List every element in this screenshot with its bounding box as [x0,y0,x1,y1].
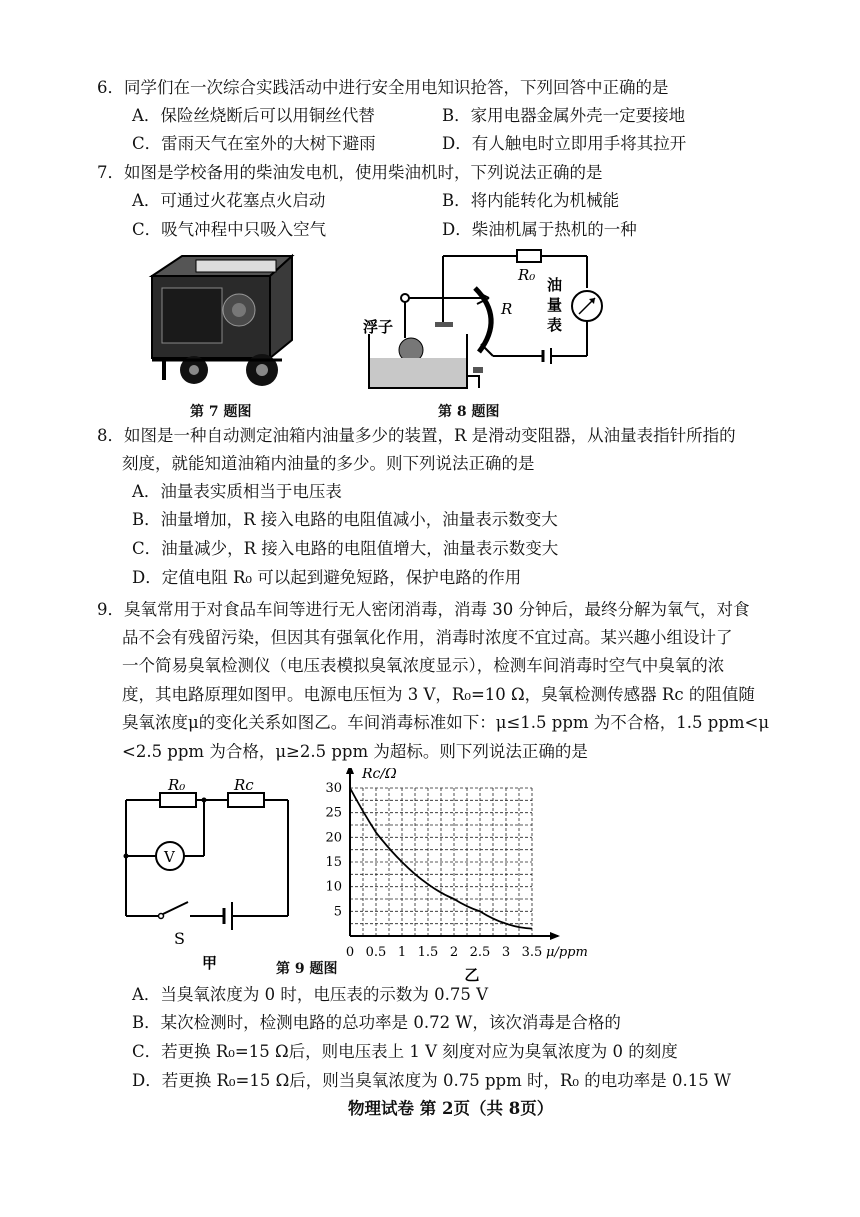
q8-option-b: B．油量增加，R 接入电路的电阻值减小，油量表示数变大 [132,510,558,529]
y-axis-label: Rc/Ω [362,768,397,782]
jia-label: 甲 [202,954,218,970]
q9-line-2: 品不会有残留污染，但因其有强氧化作用，消毒时浓度不宜过高。某兴趣小组设计了 [122,628,733,647]
q6-stem: 6．同学们在一次综合实践活动中进行安全用电知识抢答，下列回答中正确的是 [97,78,669,97]
r0-resistor [517,250,541,262]
q9-line-1: 9．臭氧常用于对食品车间等进行无人密闭消毒，消毒 30 分钟后，最终分解为氧气，对食 [97,600,750,619]
q9-option-d: D．若更换 R₀=15 Ω后，则当臭氧浓度为 0.75 ppm 时，R₀ 的电功率是 0.15 W [132,1071,731,1090]
fig9-circuit [118,770,318,970]
q8-stem-1: 8．如图是一种自动测定油箱内油量多少的装置，R 是滑动变阻器，从油量表指针所指的 [97,426,736,445]
fig9-chart [318,768,618,986]
fig7-caption: 第 7 题图 [190,404,252,420]
x-tick-label: 0.5 [365,945,387,960]
y-tick-label: 15 [325,855,342,870]
q6-option-d: D．有人触电时立即用手将其拉开 [442,134,687,153]
oil-level [370,358,466,387]
rc-label: Rc [234,776,254,794]
q7-option-b: B．将内能转化为机械能 [442,191,620,210]
meter-label-2: 量 [547,296,563,314]
float-label: 浮子 [363,318,394,336]
r0-label: R₀ [518,266,536,284]
chart-grid [350,788,532,936]
fig9-caption: 第 9 题图 [276,961,338,977]
r0-resistor [160,793,196,807]
meter-label-1: 油 [547,276,563,294]
switch-s [163,902,188,914]
q8-option-a: A．油量表实质相当于电压表 [132,482,342,501]
x-tick-label: 1 [397,945,407,960]
x-axis-arrow [550,932,560,940]
q9-line-5: 臭氧浓度μ的变化关系如图乙。车间消毒标准如下：μ≤1.5 ppm 为不合格，1.5 ppm<μ [122,713,770,732]
q9-line-4: 度，其电路原理如图甲。电源电压恒为 3 V，R₀=10 Ω，臭氧检测传感器 Rc 的阻值随 [122,685,755,704]
switch-label: S [174,929,185,948]
x-tick-label: 2 [449,945,459,960]
diesel-generator-image [134,248,304,396]
x-tick-label: 0 [345,945,355,960]
q9-option-b: B．某次检测时，检测电路的总功率是 0.72 W，该次消毒是合格的 [132,1013,621,1032]
fig8-caption: 第 8 题图 [438,404,500,420]
q6-option-b: B．家用电器金属外壳一定要接地 [442,106,686,125]
fig8-circuit [355,248,625,396]
q7-stem: 7．如图是学校备用的柴油发电机，使用柴油机时，下列说法正确的是 [97,163,603,182]
q8-option-d: D．定值电阻 R₀ 可以起到避免短路，保护电路的作用 [132,568,522,587]
x-tick-label: 1.5 [417,945,439,960]
q8-option-c: C．油量减少，R 接入电路的电阻值增大，油量表示数变大 [132,539,559,558]
y-tick-label: 30 [325,781,342,796]
x-tick-label: 2.5 [469,945,491,960]
q9-line-6: <2.5 ppm 为合格，μ≥2.5 ppm 为超标。则下列说法正确的是 [122,742,588,761]
y-tick-label: 5 [333,904,342,920]
meter-label-3: 表 [547,316,563,334]
y-tick-label: 20 [325,830,342,846]
x-tick-label: 3 [501,945,511,960]
voltmeter-label: V [164,848,175,866]
q7-option-d: D．柴油机属于热机的一种 [442,220,637,239]
rc-sensor [228,793,264,807]
q6-option-a: A．保险丝烧断后可以用铜丝代替 [132,106,375,125]
r-label: R [501,300,513,318]
x-axis-label: μ/ppm [546,945,588,960]
x-tick-label: 3.5 [521,945,543,960]
page-footer: 物理试卷 第 2页（共 8页） [348,1099,554,1118]
q6-option-c: C．雷雨天气在室外的大树下避雨 [132,134,376,153]
q7-option-a: A．可通过火花塞点火启动 [132,191,326,210]
q9-line-3: 一个简易臭氧检测仪（电压表模拟臭氧浓度显示），检测车间消毒时空气中臭氧的浓 [122,656,725,675]
r0-label: R₀ [168,776,186,794]
y-axis-arrow [346,768,354,774]
q9-option-a: A．当臭氧浓度为 0 时，电压表的示数为 0.75 V [132,985,489,1004]
q9-option-c: C．若更换 R₀=15 Ω后，则电压表上 1 V 刻度对应为臭氧浓度为 0 的刻度 [132,1042,678,1061]
yi-label: 乙 [464,966,480,984]
y-tick-label: 10 [325,879,342,895]
q7-option-c: C．吸气冲程中只吸入空气 [132,220,327,239]
q8-stem-2: 刻度，就能知道油箱内油量的多少。则下列说法正确的是 [122,454,535,473]
y-tick-label: 25 [325,805,342,821]
